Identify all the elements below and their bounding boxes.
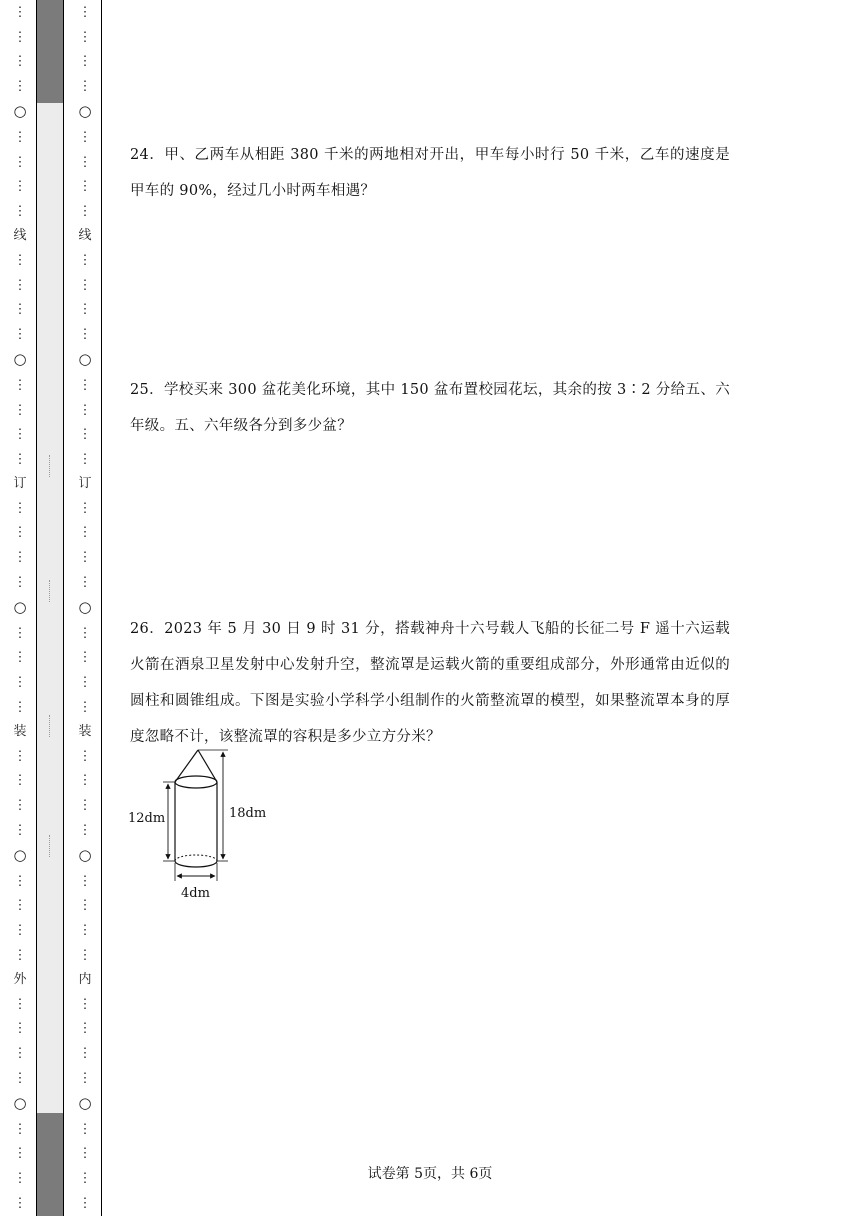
question-25-text: 25．学校买来 300 盆花美化环境，其中 150 盆布置校园花坛，其余的按 3∶2 分给五、六年级。五、六年级各分到多少盆？ [130,382,730,434]
binding-label: 订 [13,476,27,492]
binding-dot: ⋮ [78,1121,92,1137]
binding-dot: ⋮ [78,947,92,963]
binding-dot: ⋮ [13,154,27,170]
binding-dot: ⋮ [13,427,27,443]
binding-dot: ⋮ [78,1021,92,1037]
binding-dot: ⋮ [13,54,27,70]
binding-dot: ⋮ [78,798,92,813]
binding-dot: ⋮ [78,302,92,318]
binding-ring: ○ [78,598,92,617]
question-26-text: 26．2023 年 5 月 30 日 9 时 31 分，搭载神舟十六号载人飞船的长征二号 F 遥十六运载火箭在酒泉卫星发射中心发射升空，整流罩是运载火箭的重要组成部分，外形通常由近似的圆柱和圆锥组成。下图是实验小学科学小组制作的火箭整流罩的模型，如果整流罩本身的厚度忽略不计，该整流罩的容积是多少立方分米？ [130,621,730,745]
binding-dot: ⋮ [78,822,92,838]
band-mark [49,715,51,737]
binding-dot: ⋮ [78,1070,92,1086]
binding-dot: ⋮ [13,922,27,938]
binding-dot: ⋮ [78,625,92,641]
binding-dot: ⋮ [78,252,92,268]
binding-dot: ⋮ [78,550,92,566]
binding-dot: ⋮ [13,5,27,20]
binding-dot: ⋮ [78,748,92,764]
binding-dot: ⋮ [78,996,92,1012]
binding-dot: ⋮ [78,773,92,789]
binding-dot: ⋮ [13,1121,27,1137]
binding-dot: ⋮ [78,78,92,94]
binding-dot: ⋮ [13,748,27,764]
binding-ring: ○ [13,102,27,121]
binding-dot: ⋮ [13,203,27,219]
binding-dot: ⋮ [78,574,92,590]
binding-dot: ⋮ [13,1021,27,1037]
binding-dot: ⋮ [13,1195,27,1211]
binding-dot: ⋮ [78,427,92,443]
binding-line [36,0,37,1216]
binding-ring: ○ [78,350,92,369]
student-info-band [37,0,63,1216]
binding-dot: ⋮ [78,650,92,666]
cylinder-top-ellipse [175,776,217,788]
binding-dot: ⋮ [78,873,92,889]
binding-dot: ⋮ [78,1170,92,1186]
binding-dot: ⋮ [78,54,92,70]
binding-label: 外 [13,972,27,988]
binding-label: 内 [78,972,92,988]
binding-dot: ⋮ [13,500,27,516]
binding-dot: ⋮ [13,822,27,838]
binding-dot: ⋮ [78,898,92,914]
binding-dot: ⋮ [78,922,92,938]
band-dark-top [37,0,63,103]
binding-dot: ⋮ [78,1146,92,1162]
binding-dot: ⋮ [13,650,27,666]
question-24 [130,137,730,209]
outer-binding-strip [8,0,32,1216]
label-12dm: 12dm [128,811,166,826]
binding-line [63,0,64,1216]
rocket-fairing-figure [125,745,285,905]
binding-dot: ⋮ [78,129,92,145]
binding-ring: ○ [13,846,27,865]
binding-ring: ○ [13,1094,27,1113]
binding-dot: ⋮ [13,1146,27,1162]
binding-dot: ⋮ [78,1195,92,1211]
binding-dot: ⋮ [13,252,27,268]
binding-dot: ⋮ [13,699,27,715]
binding-dot: ⋮ [13,525,27,541]
binding-dot: ⋮ [13,1170,27,1186]
binding-dot: ⋮ [13,302,27,318]
binding-dot: ⋮ [13,451,27,467]
binding-label: 线 [78,228,92,244]
question-25 [130,372,730,444]
binding-dot: ⋮ [78,154,92,170]
binding-dot: ⋮ [13,377,27,393]
binding-dot: ⋮ [78,277,92,293]
binding-dot: ⋮ [13,402,27,418]
page-footer: 试卷第 5页，共 6页 [367,1166,493,1182]
binding-dot: ⋮ [78,377,92,393]
binding-dot: ⋮ [13,78,27,94]
binding-dot: ⋮ [78,29,92,45]
question-26 [130,611,730,755]
binding-dot: ⋮ [13,798,27,813]
binding-line [101,0,102,1216]
binding-label: 订 [78,476,92,492]
label-4dm: 4dm [181,886,210,901]
band-mark [49,580,51,602]
binding-dot: ⋮ [13,326,27,342]
binding-dot: ⋮ [13,873,27,889]
cylinder-bottom-front [175,861,217,867]
binding-dot: ⋮ [78,179,92,195]
binding-dot: ⋮ [13,996,27,1012]
binding-label: 线 [13,228,27,244]
binding-dot: ⋮ [13,1070,27,1086]
binding-dot: ⋮ [13,1045,27,1061]
binding-dot: ⋮ [78,699,92,715]
binding-ring: ○ [78,1094,92,1113]
binding-dot: ⋮ [78,5,92,20]
binding-dot: ⋮ [78,675,92,691]
binding-dot: ⋮ [78,326,92,342]
binding-dot: ⋮ [13,574,27,590]
binding-dot: ⋮ [13,625,27,641]
binding-label: 装 [13,724,27,740]
binding-dot: ⋮ [78,402,92,418]
binding-dot: ⋮ [13,550,27,566]
cylinder-bottom-back [175,855,217,861]
binding-ring: ○ [78,102,92,121]
binding-dot: ⋮ [13,129,27,145]
binding-dot: ⋮ [13,675,27,691]
binding-dot: ⋮ [78,525,92,541]
binding-dot: ⋮ [78,203,92,219]
binding-ring: ○ [13,350,27,369]
binding-dot: ⋮ [78,451,92,467]
band-mark [49,835,51,857]
question-24-text: 24．甲、乙两车从相距 380 千米的两地相对开出，甲车每小时行 50 千米，乙车的速度是甲车的 90%，经过几小时两车相遇？ [130,147,730,199]
binding-dot: ⋮ [78,1045,92,1061]
binding-ring: ○ [78,846,92,865]
binding-dot: ⋮ [13,898,27,914]
label-18dm: 18dm [229,806,267,821]
band-mark [49,455,51,477]
binding-dot: ⋮ [13,277,27,293]
binding-dot: ⋮ [13,947,27,963]
binding-dot: ⋮ [13,29,27,45]
binding-dot: ⋮ [13,179,27,195]
binding-ring: ○ [13,598,27,617]
binding-dot: ⋮ [78,500,92,516]
binding-label: 装 [78,724,92,740]
inner-binding-strip [73,0,97,1216]
binding-dot: ⋮ [13,773,27,789]
